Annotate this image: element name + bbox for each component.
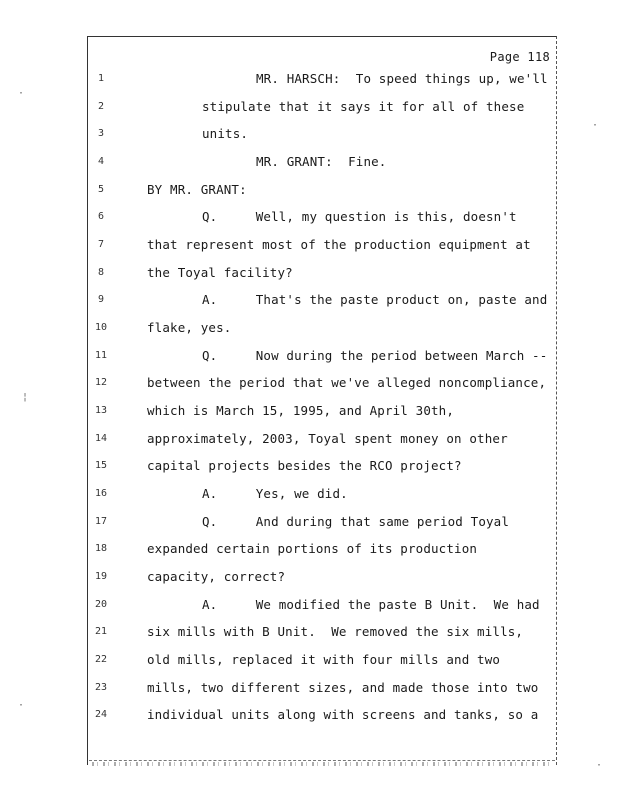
line-text: capacity, correct?: [147, 569, 286, 584]
line-text: that represent most of the production equipment at: [147, 237, 531, 252]
line-text: MR. HARSCH: To speed things up, we'll: [256, 71, 548, 86]
line-text: Q. Now during the period between March --: [202, 348, 548, 363]
line-number: 21: [94, 626, 108, 637]
line-number: 16: [94, 488, 108, 499]
line-number: 5: [97, 184, 105, 195]
line-text: between the period that we've alleged noncompliance,: [147, 375, 547, 390]
footer-scan-noise: [92, 762, 552, 766]
line-text: old mills, replaced it with four mills and two: [147, 652, 501, 667]
line-text: A. We modified the paste B Unit. We had: [202, 597, 540, 612]
scan-speck: ·: [18, 700, 25, 711]
line-number: 23: [94, 682, 108, 693]
line-number: 2: [97, 101, 105, 112]
scan-speck: ·: [596, 760, 603, 771]
line-number: 17: [94, 516, 108, 527]
line-text: BY MR. GRANT:: [147, 182, 247, 197]
line-text: A. Yes, we did.: [202, 486, 348, 501]
line-text: stipulate that it says it for all of these: [202, 99, 525, 114]
line-number: 9: [97, 294, 105, 305]
line-text: expanded certain portions of its production: [147, 541, 478, 556]
line-number: 6: [97, 211, 105, 222]
scan-speck: ¦: [22, 392, 29, 403]
line-text: which is March 15, 1995, and April 30th,: [147, 403, 455, 418]
line-number: 12: [94, 377, 108, 388]
scan-speck: ·: [592, 120, 599, 131]
line-number: 19: [94, 571, 108, 582]
page-bottom-rule: [89, 760, 555, 761]
line-number: 8: [97, 267, 105, 278]
line-text: six mills with B Unit. We removed the six mills,: [147, 624, 524, 639]
line-text: flake, yes.: [147, 320, 232, 335]
line-text: MR. GRANT: Fine.: [256, 154, 387, 169]
line-number: 14: [94, 433, 108, 444]
line-number: 13: [94, 405, 108, 416]
scan-speck: ·: [18, 88, 25, 99]
line-number: 4: [97, 156, 105, 167]
line-text: A. That's the paste product on, paste and: [202, 292, 548, 307]
line-number: 20: [94, 599, 108, 610]
line-number: 3: [97, 128, 105, 139]
line-text: individual units along with screens and tanks, so a: [147, 707, 539, 722]
line-number: 7: [97, 239, 105, 250]
line-number: 11: [94, 350, 108, 361]
line-text: approximately, 2003, Toyal spent money on other: [147, 431, 508, 446]
line-text: Q. And during that same period Toyal: [202, 514, 510, 529]
line-text: the Toyal facility?: [147, 265, 293, 280]
line-text: units.: [202, 126, 249, 141]
line-number: 10: [94, 322, 108, 333]
line-number: 22: [94, 654, 108, 665]
line-text: mills, two different sizes, and made those into two: [147, 680, 539, 695]
line-text: capital projects besides the RCO project?: [147, 458, 462, 473]
line-number: 24: [94, 709, 108, 720]
line-text: Q. Well, my question is this, doesn't: [202, 209, 517, 224]
line-number: 15: [94, 460, 108, 471]
line-number: 1: [97, 73, 105, 84]
line-number: 18: [94, 543, 108, 554]
page-number: Page 118: [489, 50, 550, 64]
